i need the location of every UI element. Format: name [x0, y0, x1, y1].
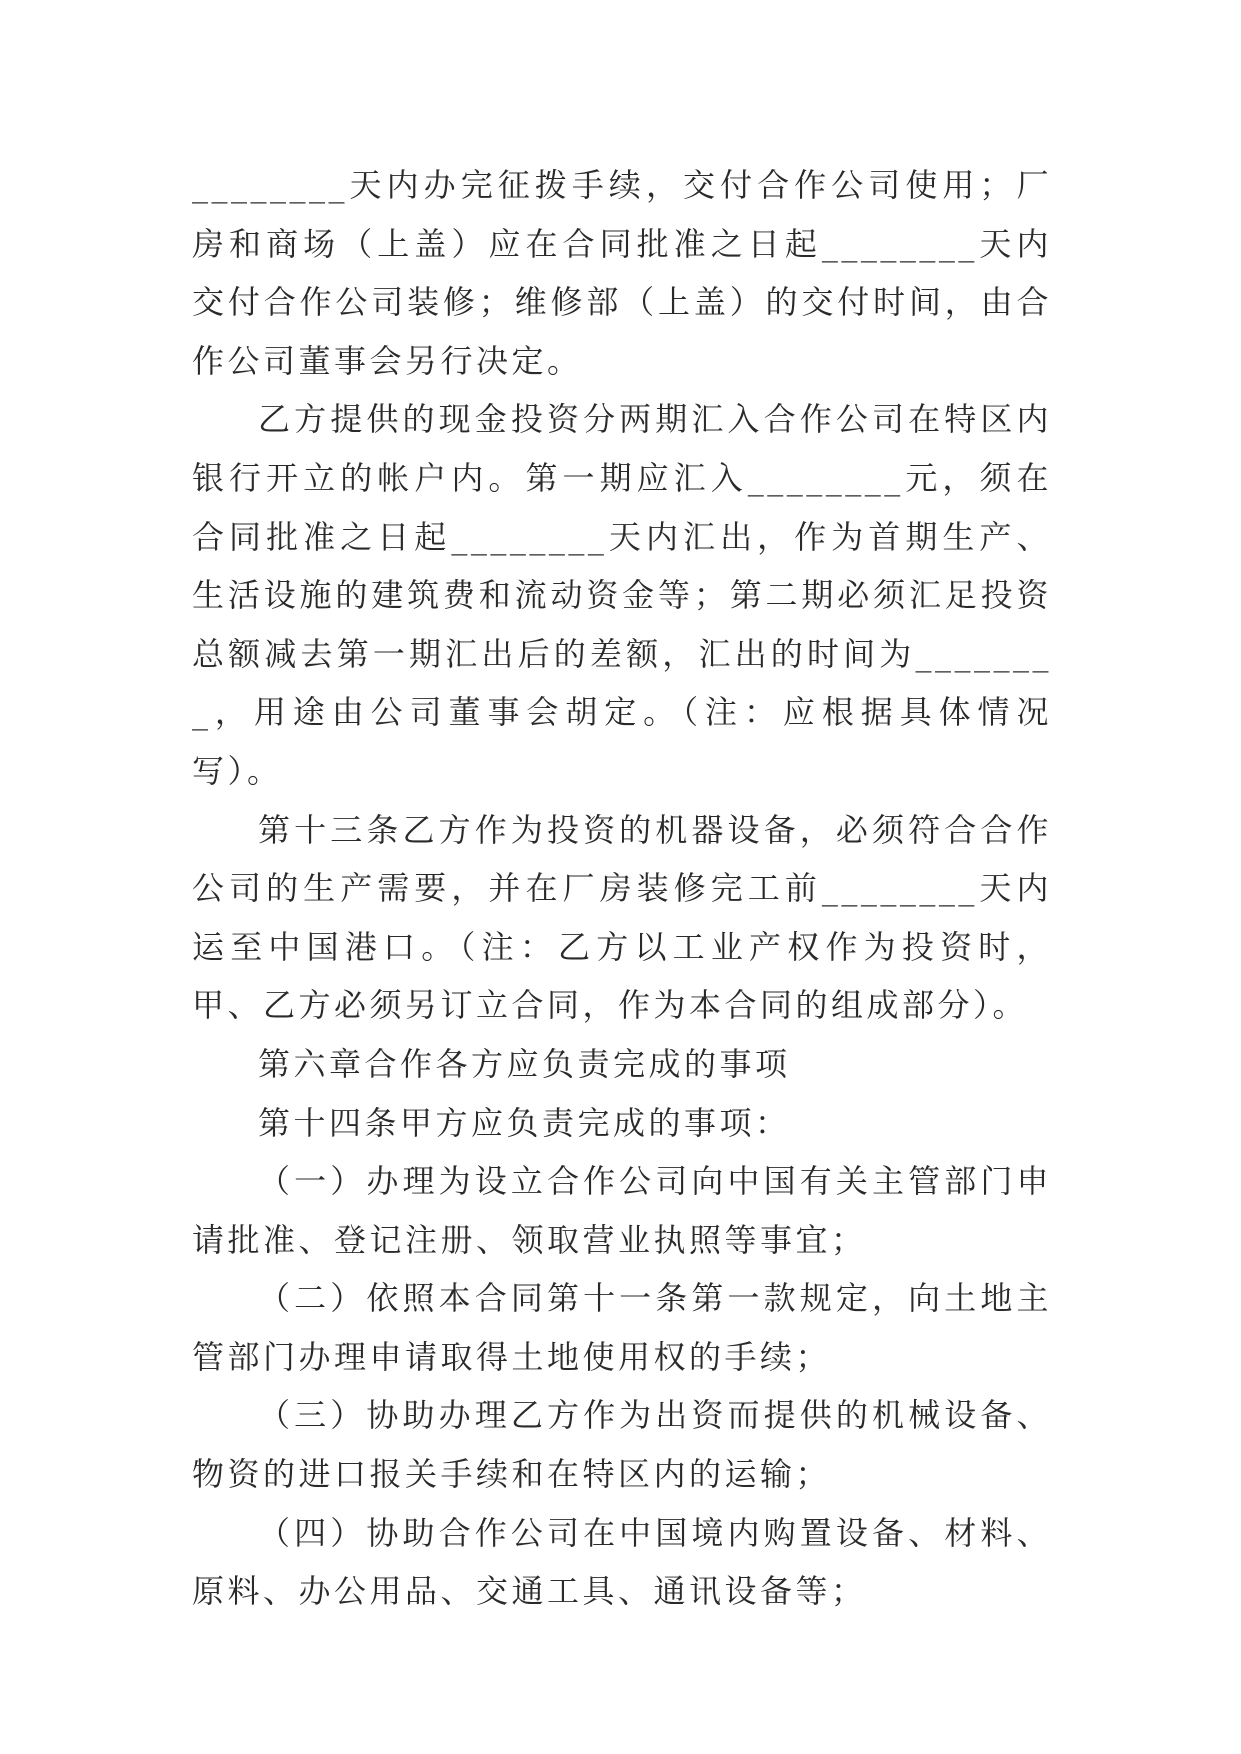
paragraph-article-14: 第十四条甲方应负责完成的事项： — [258, 1103, 791, 1142]
list-item-2: （二）依照本合同第十一条第一款规定，向土地主管部门办理申请取得土地使用权的手续； — [192, 1279, 1052, 1376]
document-body — [192, 156, 1052, 1621]
list-item-3: （三）协助办理乙方作为出资而提供的机械设备、物资的进口报关手续和在特区内的运输； — [192, 1396, 1052, 1494]
paragraph-land-handover: ________天内办完征拨手续，交付合作公司使用；厂房和商场（上盖）应在合同批准之日起________天内交付合作公司装修；维修部（上盖）的交付时间，由合作公司董事会另行决定。 — [192, 166, 1052, 380]
list-item-4: （四）协助合作公司在中国境内购置设备、材料、原料、办公用品、交通工具、通讯设备等； — [192, 1513, 1052, 1611]
paragraph-article-13: 第十三条乙方作为投资的机器设备，必须符合合作公司的生产需要，并在厂房装修完工前________天内运至中国港口。（注：乙方以工业产权作为投资时，甲、乙方必须另订立合同，作为本合同的组成部分）。 — [192, 810, 1052, 1025]
chapter-heading-6: 第六章合作各方应负责完成的事项 — [258, 1044, 791, 1083]
paragraph-cash-investment: 乙方提供的现金投资分两期汇入合作公司在特区内银行开立的帐户内。第一期应汇入________元，须在合同批准之日起________天内汇出，作为首期生产、生活设施的建筑费和流动资金等；第二期必须汇足投资总额减去第一期汇出后的差额，汇出的时间为________，用途由公司董事会胡定。（注：应根据具体情况写）。 — [192, 400, 1052, 790]
list-item-1: （一）办理为设立合作公司向中国有关主管部门申请批准、登记注册、领取营业执照等事宜； — [192, 1162, 1052, 1259]
